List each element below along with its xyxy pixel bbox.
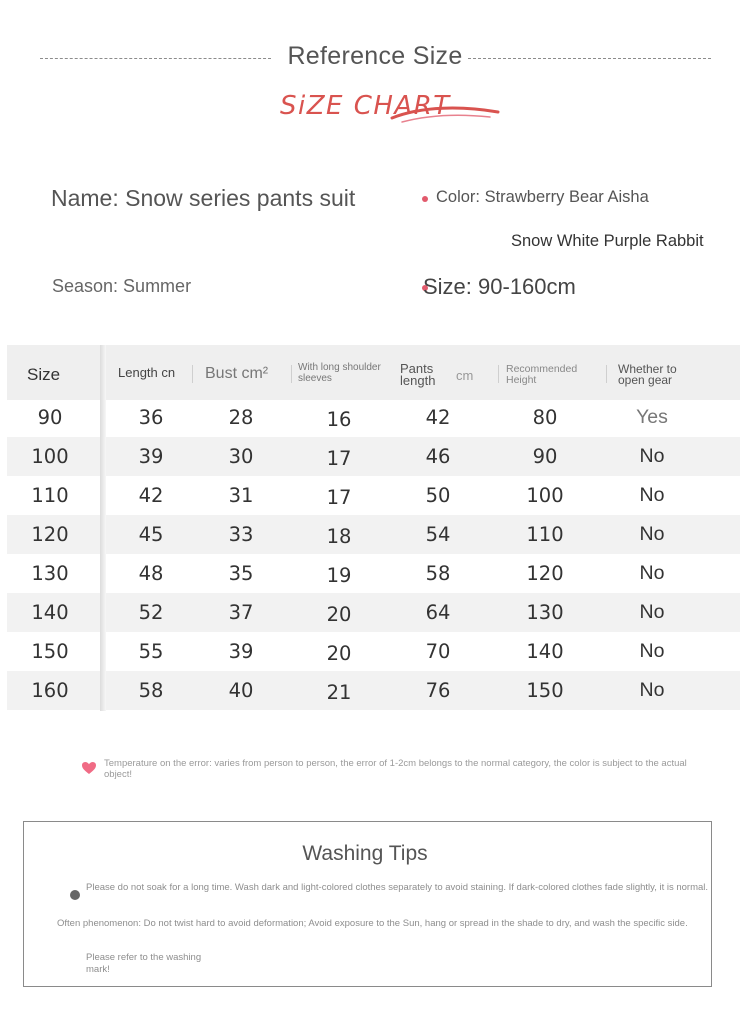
- cell-length: 58: [138, 679, 164, 702]
- size-error-note: Temperature on the error: varies from person to person, the error of 1-2cm belongs to the normal category, the color is subject to the actual object!: [104, 758, 687, 780]
- cell-bust: 37: [228, 601, 254, 624]
- cell-open-gear: No: [639, 562, 665, 584]
- cell-length: 48: [138, 562, 164, 585]
- header-pants-unit: cm: [456, 368, 474, 383]
- cell-length: 55: [138, 640, 164, 663]
- cell-open-gear: No: [639, 679, 665, 701]
- washing-tips-title: Washing Tips: [302, 842, 428, 865]
- product-color-continued: Snow White Purple Rabbit: [511, 232, 704, 250]
- cell-pants-length: 58: [425, 562, 451, 585]
- cell-bust: 31: [228, 484, 254, 507]
- heart-icon: [81, 760, 97, 776]
- header-length: Length cn: [118, 365, 176, 380]
- table-row: [7, 437, 740, 476]
- header-size: Size: [27, 365, 61, 384]
- cell-sleeves: 17: [326, 486, 352, 509]
- cell-pants-length: 42: [425, 406, 451, 429]
- cell-open-gear: No: [639, 640, 665, 662]
- cell-pants-length: 70: [425, 640, 451, 663]
- cell-height: 80: [532, 406, 558, 429]
- header-divider: [192, 365, 193, 383]
- product-name: Name: Snow series pants suit: [51, 185, 356, 211]
- cell-pants-length: 50: [425, 484, 451, 507]
- header-divider: [606, 365, 607, 383]
- cell-size: 160: [31, 679, 69, 702]
- cell-bust: 35: [228, 562, 254, 585]
- washing-tip-soak: Please do not soak for a long time. Wash dark and light-colored clothes separately to avoid staining. If dark-colored clothes fade slightly, it is normal.: [86, 882, 709, 893]
- cell-height: 140: [526, 640, 564, 663]
- cell-length: 39: [138, 445, 164, 468]
- cell-height: 150: [526, 679, 564, 702]
- cell-size: 130: [31, 562, 69, 585]
- header-height-2: Height: [506, 374, 537, 386]
- washing-tip-twist: Often phenomenon: Do not twist hard to avoid deformation; Avoid exposure to the Sun, hang or spread in the shade to dry, and wash the specific side.: [57, 918, 688, 929]
- cell-height: 110: [526, 523, 564, 546]
- table-header: [7, 345, 740, 400]
- header-pants-1: Pants: [400, 361, 434, 376]
- table-row: [7, 671, 740, 710]
- cell-size: 120: [31, 523, 69, 546]
- table-row: [7, 476, 740, 515]
- cell-height: 120: [526, 562, 564, 585]
- cell-pants-length: 64: [425, 601, 451, 624]
- header-gear-2: open gear: [618, 373, 673, 387]
- cell-open-gear: No: [639, 445, 665, 467]
- cell-height: 90: [532, 445, 558, 468]
- header-sleeves: With long shoulder sleeves: [298, 362, 381, 384]
- cell-size: 150: [31, 640, 69, 663]
- cell-bust: 33: [228, 523, 254, 546]
- header-pants-2: length: [400, 373, 436, 388]
- product-size-range: Size: 90-160cm: [423, 274, 576, 299]
- cell-pants-length: 76: [425, 679, 451, 702]
- cell-length: 45: [138, 523, 164, 546]
- header-gear-1: Whether to: [618, 362, 677, 376]
- size-chart-logo: [272, 84, 502, 132]
- cell-bust: 40: [228, 679, 254, 702]
- size-chart-logo-text: SiZE CHART: [280, 91, 451, 121]
- header-height-1: Recommended: [506, 363, 578, 375]
- cell-sleeves: 17: [326, 447, 352, 470]
- table-row: [7, 554, 740, 593]
- cell-pants-length: 54: [425, 523, 451, 546]
- cell-sleeves: 21: [326, 681, 352, 704]
- cell-sleeves: 18: [326, 525, 352, 548]
- cell-size: 90: [37, 406, 63, 429]
- cell-size: 140: [31, 601, 69, 624]
- cell-size: 110: [31, 484, 69, 507]
- table-row: [7, 632, 740, 671]
- cell-bust: 28: [228, 406, 254, 429]
- cell-open-gear: No: [639, 523, 665, 545]
- cell-open-gear: No: [639, 601, 665, 623]
- cell-pants-length: 46: [425, 445, 451, 468]
- column-separator: [100, 345, 106, 711]
- table-row: [7, 398, 740, 437]
- header-divider: [498, 365, 499, 383]
- cell-sleeves: 20: [326, 642, 352, 665]
- cell-length: 52: [138, 601, 164, 624]
- page-title: Reference Size: [287, 42, 463, 70]
- cell-bust: 30: [228, 445, 254, 468]
- table-row: [7, 515, 740, 554]
- washing-tip-mark: Please refer to the washing mark!: [86, 952, 202, 975]
- cell-height: 100: [526, 484, 564, 507]
- cell-length: 42: [138, 484, 164, 507]
- cell-open-gear: No: [639, 484, 665, 506]
- cell-sleeves: 20: [326, 603, 352, 626]
- cell-sleeves: 16: [326, 408, 352, 431]
- header-bust: Bust cm²: [205, 365, 269, 382]
- product-color: Color: Strawberry Bear Aisha: [436, 188, 649, 206]
- cell-length: 36: [138, 406, 164, 429]
- product-season: Season: Summer: [52, 276, 192, 296]
- cell-size: 100: [31, 445, 69, 468]
- table-row: [7, 593, 740, 632]
- bullet-dot-icon: [422, 196, 428, 202]
- bullet-dot-icon: [70, 890, 80, 900]
- header-divider: [291, 365, 292, 383]
- cell-bust: 39: [228, 640, 254, 663]
- cell-height: 130: [526, 601, 564, 624]
- cell-sleeves: 19: [326, 564, 352, 587]
- cell-open-gear: Yes: [636, 406, 668, 428]
